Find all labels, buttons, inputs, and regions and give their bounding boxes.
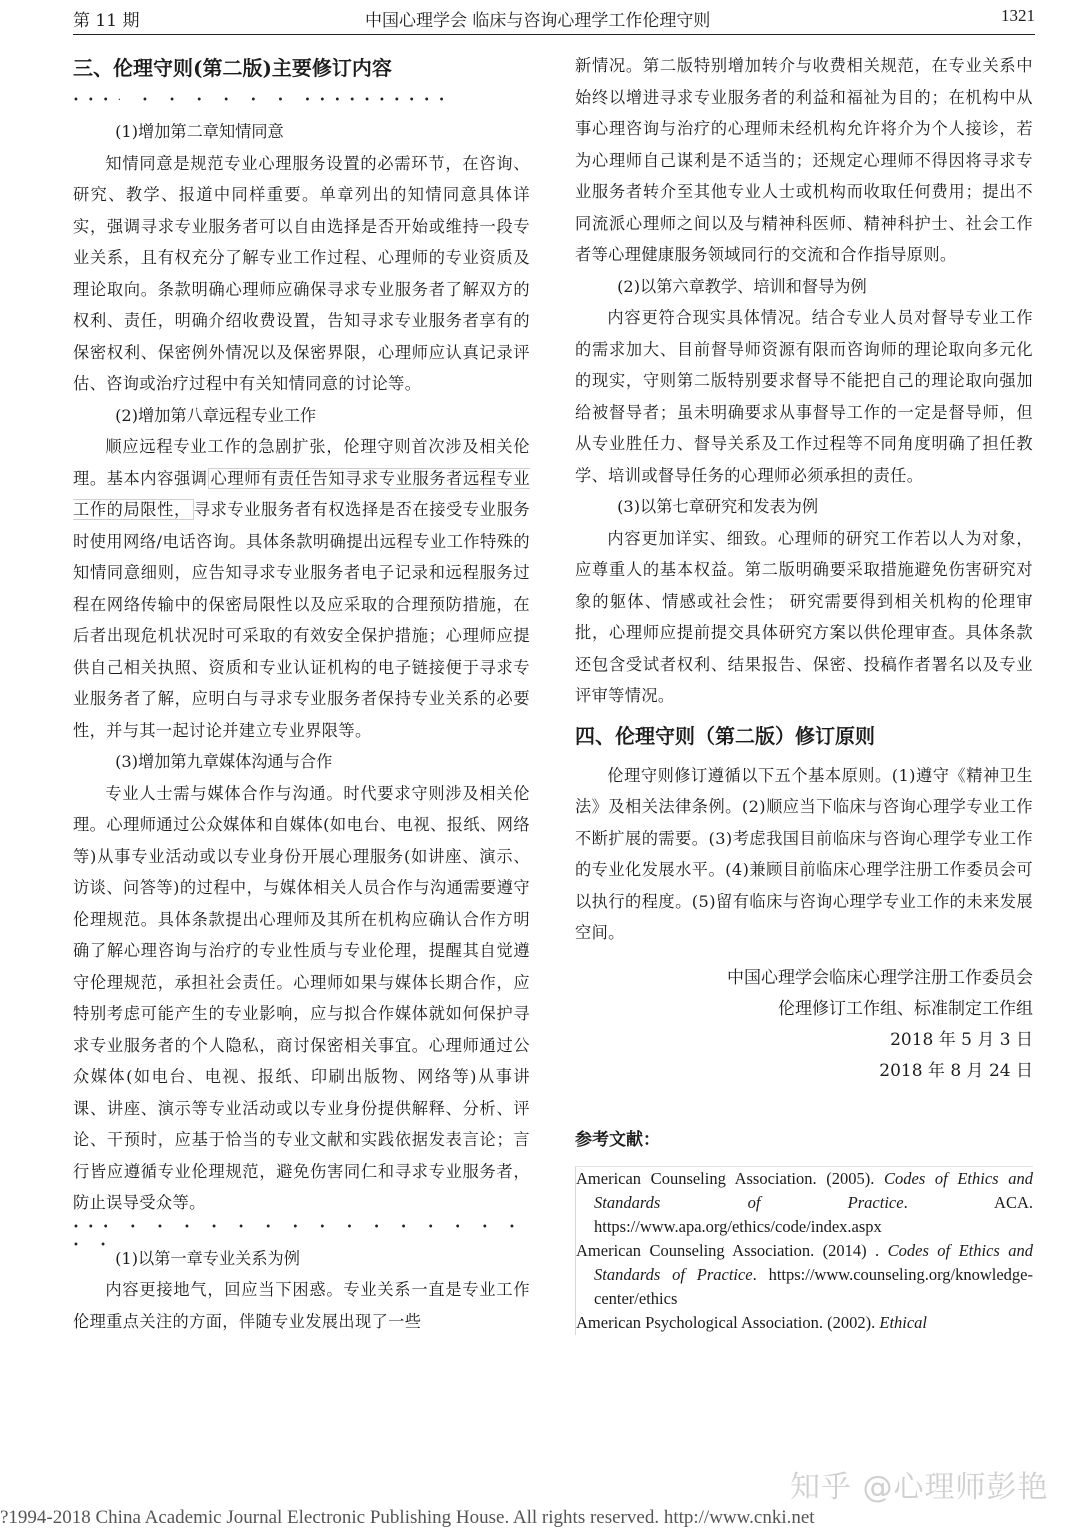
signing-organization: 中国心理学会临床心理学注册工作委员会 (727, 967, 1033, 988)
running-header (73, 0, 1035, 35)
paragraph-informed-consent: 知情同意是规范专业心理服务设置的必需环节，在咨询、研究、教学、报道中同样重要。单章列出的知情同意具体详实，强调寻求专业服务者可以自由选择是否开始或维持一段专业关系，且有权充分了解专业工作过程、心理师的专业资质及理论取向。条款明确心理师应确保寻求专业服务者了解双方的权利、责任，明确介绍收费设置，告知寻求专业服务者享有的保密权利、保密例外情况以及保密界限，心理师应认真记录评估、咨询或治疗过程中有关知情同意的讨论等。 (73, 153, 530, 393)
date: 2018 年 5 月 3 日 (890, 1029, 1033, 1050)
signature-block (575, 963, 1033, 1087)
issue-number: 第 11 期 (73, 11, 140, 31)
subsection-title: (1)增加第二章知情同意 (115, 122, 284, 141)
paragraph-media: 专业人士需与媒体合作与沟通。时代要求守则涉及相关伦理。心理师通过公众媒体和自媒体(如电台、电视、报纸、网络等)从事专业活动或以专业身份开展心理服务(如讲座、演示、访谈、问答等)的过程中，与媒体相关人员合作与沟通需要遵守伦理规范。具体条款提出心理师及其所在机构应确认合作方明确了解心理咨询与治疗的专业性质与专业伦理，提醒其自觉遵守伦理规范，承担社会责任。心理师如果与媒体长期合作，应特别考虑可能产生的专业影响，应与拟合作媒体就如何保护寻求专业服务者的个人隐私，商讨保密相关事宜。心理师通过公众媒体(如电台、电视、报纸、印刷出版物、网络等)从事讲课、讲座、演示等专业活动或以专业身份提供解释、分析、评论、干预时，应基于恰当的专业文献和实践依据发表言论；言行皆应遵循专业伦理规范，避免伤害同仁和寻求专业服务者，防止误导受众等。 (73, 783, 530, 1212)
zhihu-watermark: 知乎 @心理师彭艳 (790, 1470, 1049, 1505)
subsection-title: (3)增加第九章媒体沟通与合作 (115, 752, 333, 771)
page-number: 1321 (1001, 6, 1035, 25)
highlighted-text: 心理师有责任告知寻求专业服务者远程专业工作的局限性， (73, 468, 530, 519)
journal-running-title: 中国心理学会 临床与咨询心理学工作伦理守则 (365, 11, 711, 31)
left-column (73, 50, 530, 1337)
paragraph-professional-relationship: 内容更接地气，回应当下困惑。专业关系一直是专业工作伦理重点关注的方面，伴随专业发展出现了一些 (73, 1280, 530, 1331)
paragraph-continued: 新情况。第二版特别增加转介与收费相关规范，在专业关系中始终以增进寻求专业服务者的利益和福祉为目的；在机构中从事心理咨询与治疗的心理师未经机构允许将介为个人接诊，若为心理师自己谋利是不适当的；还规定心理师不得因将寻求专业服务者转介至其他专业人士或机构而收取任何费用；提出不同流派心理师之间以及与精神科医师、精神科护士、社会工作者等心理健康服务领域同行的交流和合作指导原则。 (575, 56, 1033, 264)
reference-list (575, 1166, 1033, 1335)
subsection-title: (2)增加第八章远程专业工作 (115, 405, 317, 425)
date: 2018 年 8 月 24 日 (879, 1060, 1033, 1081)
right-column (575, 50, 1033, 1335)
references-title: 参考文献： (575, 1129, 660, 1150)
paragraph-supervision: 内容更符合现实具体情况。结合专业人员对督导专业工作的需求加大、目前督导师资源有限而咨询师的理论取向多元化的现实，守则第二版特别要求督导不能把自己的理论取向强加给被督导者；虽未明确要求从事督导工作的一定是督导师，但从专业胜任力、督导关系及工作过程等不同角度明确了担任教学、培训或督导任务的心理师必须承担的责任。 (575, 308, 1033, 485)
copyright-footer: ?1994-2018 China Academic Journal Electronic Publishing House. All rights reserved. http://www.cnki.net (0, 1507, 815, 1528)
subsection-title: (1)以第一章专业关系为例 (115, 1248, 300, 1268)
section-4-title: 四、伦理守则（第二版）修订原则 (575, 723, 875, 748)
reference-item: American Counseling Association. (2005). Codes of Ethics and Standards of Practice. ACA. https://www.apa.org/ethics/code/index.aspx (576, 1168, 1033, 1236)
signing-group: 伦理修订工作组、标准制定工作组 (778, 998, 1033, 1019)
paragraph-research: 内容更加详实、细致。心理师的研究工作若以人为对象，应尊重人的基本权益。第二版明确要采取措施避免伤害研究对象的躯体、情感或社会性； 研究需要得到相关机构的伦理审批，心理师应提前提交具体研究方案以供伦理审查。具体条款还包含受试者权利、结果报告、保密、投稿作者署名以及专业评审等情况。 (575, 528, 1033, 705)
paragraph-principles: 伦理守则修订遵循以下五个基本原则。(1)遵守《精神卫生法》及相关法律条例。(2)顺应当下临床与咨询心理学专业工作不断扩展的需要。(3)考虑我国目前临床与咨询心理学专业工作的专业化发展水平。(4)兼顾目前临床心理学注册工作委员会可以执行的程度。(5)留有临床与咨询心理学专业工作的未来发展空间。 (575, 765, 1033, 942)
paragraph-remote-work: 顺应远程专业工作的急剧扩张，伦理守则首次涉及相关伦理。基本内容强调 心理师有责任告知寻求专业服务者远程专业工作的局限性， 寻求专业服务者有权选择是否在接受专业服务时使用网络/电话咨询。具体条款明确提出远程专业工作特殊的知情同意细则，应告知寻求专业服务者电子记录和远程服务过程在网络传输中的保密局限性以及应采取的合理预防措施，在后者出现危机状况时可采取的有效安全保护措施；心理师应提供自己相关执照、资质和专业认证机构的电子链接便于寻求专业服务者了解，应明白与寻求专业服务者保持专业关系的必要性，并与其一起讨论并建立专业界限等。 (73, 437, 530, 740)
subsection-title: (2)以第六章教学、培训和督导为例 (617, 276, 867, 296)
dotted-divider: ••• • • • • • • • • • • • • • • • • • (73, 1221, 524, 1251)
reference-item: American Psychological Association. (2002). Ethical (576, 1312, 928, 1332)
section-3-title: 三、伦理守则(第二版)主要修订内容 (73, 56, 392, 80)
reference-item: American Counseling Association. (2014) . Codes of Ethics and Standards of Practice. https://www.counseling.org/knowledge-center/ethics (576, 1240, 1033, 1308)
dotted-divider: •••· • • • • • • •••••••••• (73, 95, 454, 106)
subsection-title: (3)以第七章研究和发表为例 (617, 497, 819, 516)
